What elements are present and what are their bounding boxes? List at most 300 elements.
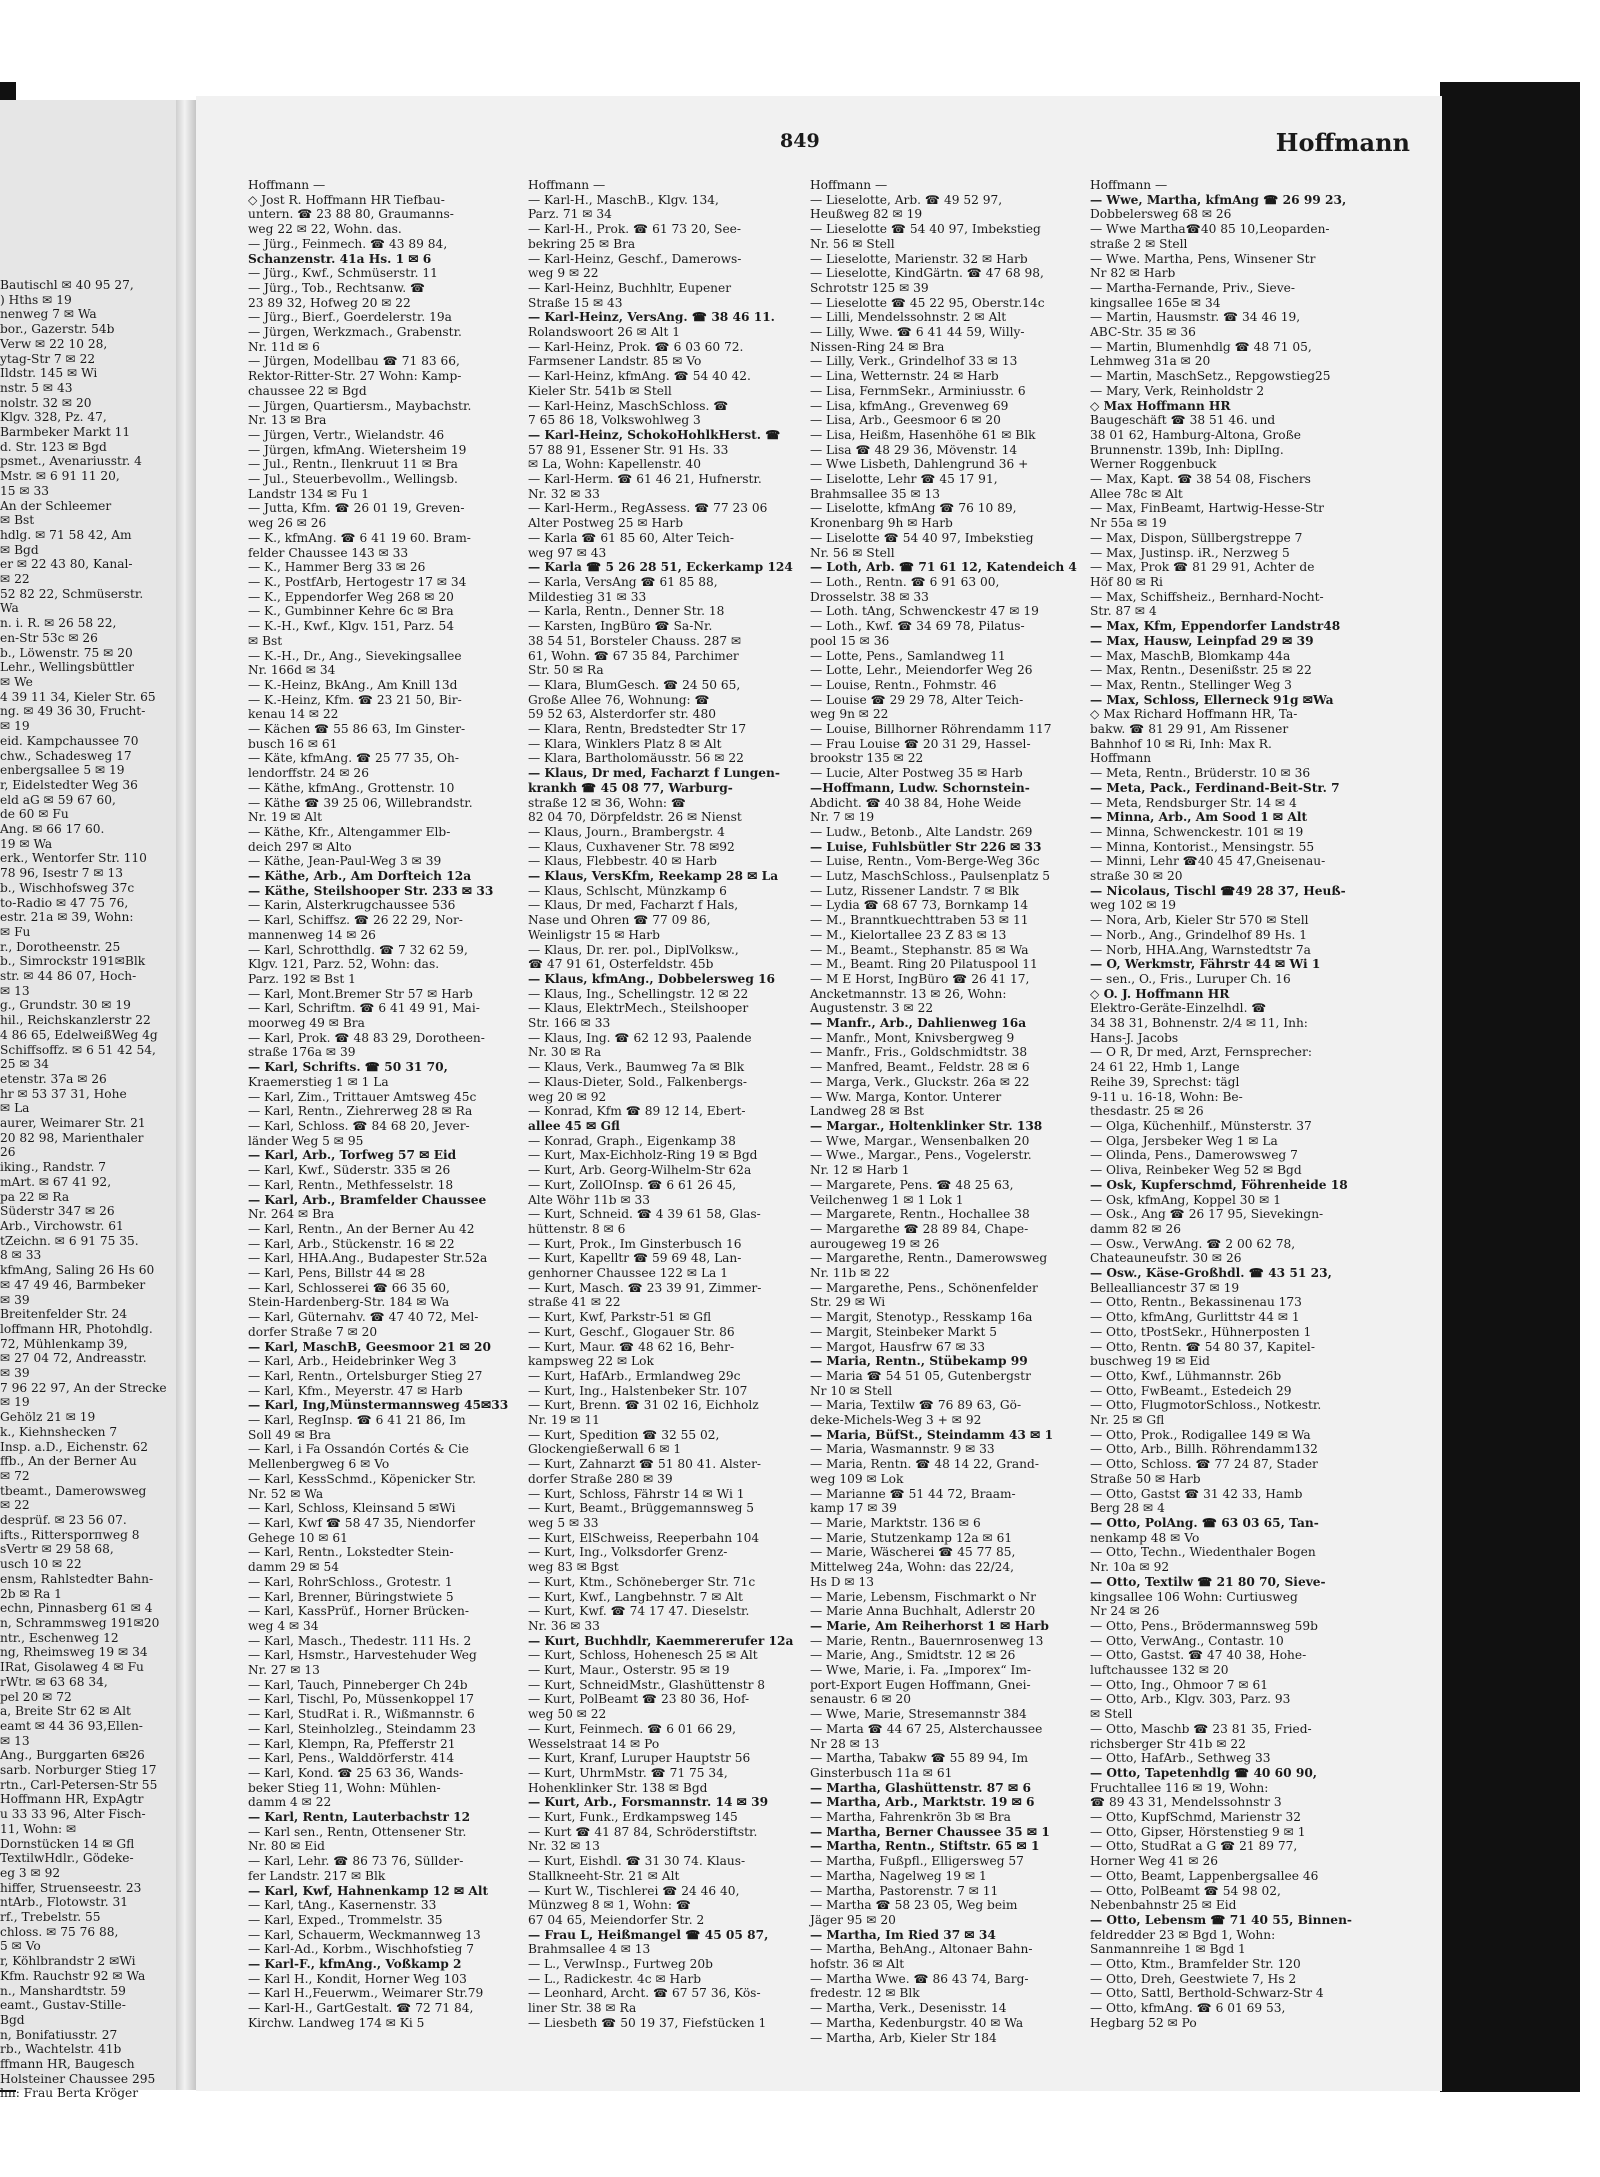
- directory-entry: Reihe 39, Sprechst: tägl: [1090, 1074, 1240, 1089]
- directory-entry: beker Stieg 11, Wohn: Mühlen-: [248, 1780, 441, 1795]
- directory-entry: ◇ Max Richard Hoffmann HR, Ta-: [1090, 707, 1298, 722]
- directory-entry: — Otto, FwBeamt., Estedeich 29: [1090, 1383, 1292, 1398]
- directory-entry: — Max, Prok ☎ 81 29 91, Achter de: [1090, 560, 1315, 575]
- directory-entry: Hohenklinker Str. 138 ✉ Bgd: [528, 1780, 708, 1795]
- directory-entry: Stein-Hardenberg-Str. 184 ✉ Wa: [248, 1295, 450, 1310]
- directory-entry: — Maria, BüfSt., Steindamm 43 ✉ 1: [810, 1427, 1054, 1442]
- directory-entry: — Ludw., Betonb., Alte Landstr. 269: [810, 824, 1033, 839]
- directory-entry: — Karl, Kond. ☎ 25 63 36, Wands-: [248, 1765, 464, 1780]
- previous-page-entry: 15 ✉ 33: [0, 483, 49, 498]
- directory-entry: — M E Horst, IngBüro ☎ 26 41 17,: [810, 971, 1030, 986]
- directory-entry: Kronenbarg 9h ✉ Harb: [810, 516, 953, 531]
- directory-entry: — Konrad, Kfm ☎ 89 12 14, Ebert-: [528, 1104, 746, 1119]
- previous-page-entry: Barmbeker Markt 11: [0, 425, 131, 440]
- directory-entry: Nr. 32 ✉ 33: [528, 486, 600, 501]
- previous-page-entry: b., Löwenstr. 75 ✉ 20: [0, 645, 133, 660]
- previous-page-entry: 7 96 22 97, An der Strecke: [0, 1380, 167, 1395]
- directory-entry: — Martha, Arb., Marktstr. 19 ✉ 6: [810, 1795, 1035, 1810]
- directory-entry: — Klara, BlumGesch. ☎ 24 50 65,: [528, 677, 741, 692]
- directory-entry: — Karl-Heinz, Geschf., Damerows-: [528, 251, 742, 266]
- directory-entry: Nr. 36 ✉ 33: [528, 1618, 600, 1633]
- previous-page-entry: 11, Wohn: ✉: [0, 1821, 77, 1836]
- directory-entry: — Karl, i Fa Ossandón Cortés & Cie: [248, 1442, 469, 1457]
- directory-entry: — Karl, Kwf ☎ 58 47 35, Niendorfer: [248, 1515, 476, 1530]
- directory-entry: — Lucie, Alter Postweg 35 ✉ Harb: [810, 766, 1023, 781]
- directory-entry: — Lisa, kfmAng., Grevenweg 69: [810, 398, 1009, 413]
- directory-entry: Nr. 19 ✉ 11: [528, 1413, 600, 1428]
- directory-entry: weg 97 ✉ 43: [528, 545, 607, 560]
- page-number: 849: [780, 130, 820, 152]
- directory-entry: — Max, Kfm, Eppendorfer Landstr48: [1090, 619, 1341, 634]
- directory-entry: Parz. 192 ✉ Bst 1: [248, 971, 356, 986]
- directory-entry: Veilchenweg 1 ✉ 1 Lok 1: [810, 1192, 964, 1207]
- directory-entry: Bahnhof 10 ✉ Ri, Inh: Max R.: [1090, 736, 1272, 751]
- directory-column-2: [528, 178, 820, 2048]
- previous-page-entry: ✉ Bst: [0, 513, 35, 528]
- directory-entry: straße 2 ✉ Stell: [1090, 236, 1188, 251]
- directory-entry: — Karl-Heinz, VersAng. ☎ 38 46 11.: [528, 310, 775, 325]
- previous-page-entry: en-Str 53c ✉ 26: [0, 630, 98, 645]
- directory-entry: weg 109 ✉ Lok: [810, 1471, 904, 1486]
- directory-entry: — Karl, KassPrüf., Horner Brücken-: [248, 1604, 469, 1619]
- previous-page-entry: ntr., Eschenweg 12: [0, 1630, 119, 1645]
- directory-entry: — Otto, Maschb ☎ 23 81 35, Fried-: [1090, 1721, 1312, 1736]
- previous-page-entry: psmet., Avenariusstr. 4: [0, 454, 142, 469]
- directory-entry: — Kurt, Kwf, Parkstr-51 ✉ Gfl: [528, 1310, 712, 1325]
- previous-page-entry: n., Manshardtstr. 59: [0, 1983, 126, 1998]
- previous-page-entry: 72, Mühlenkamp 39,: [0, 1336, 128, 1351]
- previous-page-entry: Insp. a.D., Eichenstr. 62: [0, 1439, 148, 1454]
- directory-entry: — Karl, Arb., Bramfelder Chaussee: [248, 1192, 487, 1207]
- directory-entry: weg 4 ✉ 34: [248, 1618, 319, 1633]
- directory-entry: feldredder 23 ✉ Bgd 1, Wohn:: [1090, 1927, 1276, 1942]
- directory-entry: — Lieselotte ☎ 45 22 95, Oberstr.14c: [810, 295, 1045, 310]
- directory-entry: Nr. 80 ✉ Eid: [248, 1839, 325, 1854]
- directory-entry: Allee 78c ✉ Alt: [1090, 486, 1183, 501]
- directory-entry: — Marie Anna Buchhalt, Adlerstr 20: [810, 1604, 1036, 1619]
- directory-entry: weg 9n ✉ 22: [810, 707, 889, 722]
- directory-entry: — Otto, kfmAng. ☎ 6 01 69 53,: [1090, 2001, 1286, 2016]
- directory-entry: — Maria, Textilw ☎ 76 89 63, Gö-: [810, 1398, 1022, 1413]
- directory-entry: —Hoffmann, Ludw. Schornstein-: [810, 780, 1030, 795]
- directory-entry: — Karl, Lehr. ☎ 86 73 76, Süllder-: [248, 1854, 464, 1869]
- directory-column-1: [248, 178, 540, 2048]
- directory-entry: — Otto, Beamt, Lappenbergsallee 46: [1090, 1868, 1319, 1883]
- previous-page-entry: d. Str. 123 ✉ Bgd: [0, 439, 107, 454]
- directory-entry: damm 82 ✉ 26: [1090, 1221, 1182, 1236]
- directory-entry: — Klara, Bartholomäusstr. 56 ✉ 22: [528, 751, 744, 766]
- directory-entry: — Maria, Wasmannstr. 9 ✉ 33: [810, 1442, 995, 1457]
- directory-entry: hofstr. 36 ✉ Alt: [810, 1957, 905, 1972]
- directory-entry: Kraemerstieg 1 ✉ 1 La: [248, 1074, 389, 1089]
- directory-entry: Alter Postweg 25 ✉ Harb: [528, 516, 684, 531]
- directory-entry: weg 22 ✉ 22, Wohn. das.: [248, 222, 402, 237]
- directory-entry: — Osk, kfmAng, Koppel 30 ✉ 1: [1090, 1192, 1282, 1207]
- directory-entry: Nr. 264 ✉ Bra: [248, 1207, 335, 1222]
- directory-entry: Straße 50 ✉ Harb: [1090, 1471, 1201, 1486]
- directory-entry: — Karl, Pens, Billstr 44 ✉ 28: [248, 1266, 426, 1281]
- previous-page-entry: r, Köhlbrandstr 2 ✉Wi: [0, 1954, 136, 1969]
- directory-entry: — Louise, Rentn., Fohmstr. 46: [810, 677, 997, 692]
- directory-entry: Nissen-Ring 24 ✉ Bra: [810, 339, 945, 354]
- directory-entry: — Osw., Käse-Großhdl. ☎ 43 51 23,: [1090, 1266, 1332, 1281]
- directory-entry: — Karl-H., GartGestalt. ☎ 72 71 84,: [248, 2001, 474, 2016]
- directory-entry: — K.-Heinz, Kfm. ☎ 23 21 50, Bir-: [248, 692, 462, 707]
- directory-entry: — Martin, Blumenhdlg ☎ 48 71 05,: [1090, 339, 1312, 354]
- directory-entry: — K., Eppendorfer Weg 268 ✉ 20: [248, 589, 454, 604]
- directory-entry: — Karl, Pens., Walddörferstr. 414: [248, 1751, 455, 1766]
- directory-entry: — Lieselotte, KindGärtn. ☎ 47 68 98,: [810, 266, 1044, 281]
- directory-entry: — Käthe, Jean-Paul-Weg 3 ✉ 39: [248, 854, 442, 869]
- directory-entry: — Kurt, Brenn. ☎ 31 02 16, Eichholz: [528, 1398, 759, 1413]
- previous-page-entry: pel 20 ✉ 72: [0, 1689, 72, 1704]
- previous-page-entry: n, Bonifatiusstr. 27: [0, 2027, 118, 2042]
- directory-entry: 23 89 32, Hofweg 20 ✉ 22: [248, 295, 411, 310]
- directory-entry: — Otto, Schloss. ☎ 77 24 87, Stader: [1090, 1457, 1318, 1472]
- directory-entry: — Karl, Rentn., Methfesselstr. 18: [248, 1177, 454, 1192]
- previous-page-entry: 52 82 22, Schmüserstr.: [0, 586, 144, 601]
- directory-entry: Kirchw. Landweg 174 ✉ Ki 5: [248, 2015, 425, 2030]
- directory-entry: — Kurt, Ing., Volksdorfer Grenz-: [528, 1545, 728, 1560]
- directory-entry: — Louise, Billhorner Röhrendamm 117: [810, 722, 1052, 737]
- directory-entry: — Karl, Hsmstr., Harvestehuder Weg: [248, 1648, 477, 1663]
- directory-entry: — Meta, Rentn., Brüderstr. 10 ✉ 36: [1090, 766, 1311, 781]
- previous-page-entry: Kfm. Rauchstr 92 ✉ Wa: [0, 1968, 146, 1983]
- directory-entry: — Kurt, ElSchweiss, Reeperbahn 104: [528, 1530, 760, 1545]
- directory-entry: Brunnenstr. 139b, Inh: DiplIng.: [1090, 442, 1284, 457]
- previous-page-entry: Ildstr. 145 ✉ Wi: [0, 366, 98, 381]
- directory-entry: — Margar., Holtenklinker Str. 138: [810, 1119, 1043, 1133]
- directory-entry: — Max, Kapt. ☎ 38 54 08, Fischers: [1090, 472, 1311, 487]
- directory-entry: ◇ Max Hoffmann HR: [1090, 398, 1231, 413]
- directory-entry: thesdastr. 25 ✉ 26: [1090, 1104, 1204, 1119]
- directory-entry: — L., VerwInsp., Furtweg 20b: [528, 1957, 713, 1972]
- directory-entry: bakw. ☎ 81 29 91, Am Rissener: [1090, 722, 1289, 737]
- directory-entry: — Karl, RohrSchloss., Grotestr. 1: [248, 1574, 453, 1589]
- directory-entry: Kieler Str. 541b ✉ Stell: [528, 383, 672, 398]
- directory-entry: — Liselotte ☎ 54 40 97, Imbekstieg: [810, 530, 1034, 545]
- directory-entry: — Klaus, VersKfm, Reekamp 28 ✉ La: [528, 869, 779, 884]
- directory-entry: — Jürgen, Quartiersm., Maybachstr.: [248, 398, 472, 413]
- directory-entry: — Marie, Ang., Smidtstr. 12 ✉ 26: [810, 1648, 1016, 1663]
- directory-entry: busch 16 ✉ 61: [248, 736, 338, 751]
- directory-entry: — Martha, BehAng., Altonaer Bahn-: [810, 1942, 1033, 1957]
- directory-entry: — Kächen ☎ 55 86 63, Im Ginster-: [248, 722, 466, 737]
- directory-entry: — Martha, Kedenburgstr. 40 ✉ Wa: [810, 2015, 1024, 2030]
- directory-entry: — Karl, HHA.Ang., Budapester Str.52a: [248, 1251, 488, 1266]
- directory-entry: chaussee 22 ✉ Bgd: [248, 383, 367, 398]
- directory-entry: — K., kfmAng. ☎ 6 41 19 60. Bram-: [248, 530, 471, 545]
- directory-entry: — Karl sen., Rentn, Ottensener Str.: [248, 1824, 467, 1839]
- directory-entry: — K.-H., Dr., Ang., Sievekingsallee: [248, 648, 462, 663]
- directory-entry: — Loth, Arb. ☎ 71 61 12, Katendeich 4: [810, 560, 1077, 575]
- directory-entry: — Olga, Jersbeker Weg 1 ✉ La: [1090, 1133, 1278, 1148]
- directory-entry: — Luise, Rentn., Vom-Berge-Weg 36c: [810, 854, 1040, 869]
- directory-entry: 34 38 31, Bohnenstr. 2/4 ✉ 11, Inh:: [1090, 1016, 1308, 1031]
- directory-entry: — Max, Justinsp. iR., Nerzweg 5: [1090, 545, 1290, 560]
- directory-entry: Nr. 13 ✉ Bra: [248, 413, 327, 428]
- previous-page-entry: Lehr., Wellingsbüttler: [0, 660, 134, 675]
- directory-entry: Chateauneufstr. 30 ✉ 26: [1090, 1251, 1242, 1266]
- previous-page-entry: rf., Trebelstr. 55: [0, 1910, 101, 1925]
- directory-entry: — Kurt, Ktm., Schöneberger Str. 71c: [528, 1574, 756, 1589]
- directory-entry: — Norb., Ang., Grindelhof 89 Hs. 1: [1090, 927, 1307, 942]
- directory-entry: aurougeweg 19 ✉ 26: [810, 1236, 940, 1251]
- directory-entry: — Jutta, Kfm. ☎ 26 01 19, Greven-: [248, 501, 465, 516]
- directory-entry: Nr. 32 ✉ 13: [528, 1839, 600, 1854]
- directory-entry: — Max, MaschB, Blomkamp 44a: [1090, 648, 1291, 663]
- previous-page-entry: 26: [0, 1145, 16, 1160]
- previous-page-entry: 4 86 65, EdelweißWeg 4g: [0, 1027, 158, 1042]
- previous-page-entry: ffb., An der Berner Au: [0, 1454, 137, 1469]
- directory-entry: Straße 15 ✉ 43: [528, 295, 623, 310]
- directory-entry: Nr. 7 ✉ 19: [810, 810, 875, 825]
- previous-page-entry: 8 ✉ 33: [0, 1248, 42, 1263]
- directory-entry: — Jürg., Feinmech. ☎ 43 89 84,: [248, 236, 448, 251]
- directory-entry: Werner Roggenbuck: [1090, 457, 1217, 472]
- directory-entry: — K., PostfArb, Hertogestr 17 ✉ 34: [248, 574, 467, 589]
- directory-entry: Belleallianсestr 37 ✉ 19: [1090, 1280, 1240, 1295]
- directory-entry: dorfer Straße 7 ✉ 20: [248, 1324, 378, 1339]
- previous-page-entry: ✉ Fu: [0, 924, 31, 939]
- directory-entry: Horner Weg 41 ✉ 26: [1090, 1854, 1218, 1869]
- directory-entry: — Martin, Hausmstr. ☎ 34 46 19,: [1090, 310, 1301, 325]
- directory-entry: — Maria ☎ 54 51 05, Gutenbergstr: [810, 1368, 1031, 1383]
- previous-page-entry: 78 96, Isestr 7 ✉ 13: [0, 866, 123, 881]
- previous-page-entry: ✉ 39: [0, 1366, 30, 1381]
- directory-entry: Str. 29 ✉ Wi: [810, 1295, 886, 1310]
- previous-page-entry: r, Eidelstedter Weg 36: [0, 777, 138, 792]
- directory-entry: Hs D ✉ 13: [810, 1574, 874, 1589]
- previous-page-entry: er ✉ 22 43 80, Kanal-: [0, 557, 133, 572]
- directory-entry: — Wwe, Martha, kfmAng ☎ 26 99 23,: [1090, 192, 1347, 207]
- directory-entry: — Karl-Heinz, kfmAng. ☎ 54 40 42.: [528, 369, 751, 384]
- directory-entry: ✉ Bst: [248, 633, 283, 648]
- directory-entry: dorfer Straße 280 ✉ 39: [528, 1471, 673, 1486]
- directory-entry: — Martha ☎ 58 23 05, Weg beim: [810, 1898, 1018, 1913]
- directory-entry: — Kurt, ZollOInsp. ☎ 6 61 26 45,: [528, 1177, 737, 1192]
- directory-entry: Gehege 10 ✉ 61: [248, 1530, 348, 1545]
- directory-entry: — Karl, Rentn, Lauterbachstr 12: [248, 1810, 471, 1825]
- directory-entry: Nr 24 ✉ 26: [1090, 1604, 1160, 1619]
- directory-entry: — Louise ☎ 29 29 78, Alter Teich-: [810, 692, 1024, 707]
- directory-entry: — Karl-Herm., RegAssess. ☎ 77 23 06: [528, 501, 768, 516]
- directory-entry: Dobbelersweg 68 ✉ 26: [1090, 207, 1232, 222]
- directory-entry: — Kurt ☎ 41 87 84, Schröderstiftstr.: [528, 1824, 758, 1839]
- directory-entry: — Kurt, PolBeamt ☎ 23 80 36, Hof-: [528, 1692, 750, 1707]
- directory-entry: — Karl-Heinz, MaschSchloss. ☎: [528, 398, 729, 413]
- directory-entry: — Norb, HHA.Ang, Warnstedtstr 7a: [1090, 942, 1311, 957]
- directory-entry: damm 4 ✉ 22: [248, 1795, 332, 1810]
- directory-entry: — Minna, Kontorist., Mensingstr. 55: [1090, 839, 1315, 854]
- directory-entry: — Otto, PolBeamt ☎ 54 98 02,: [1090, 1883, 1281, 1898]
- directory-entry: 38 01 62, Hamburg-Altona, Große: [1090, 427, 1301, 442]
- directory-entry: Str. 87 ✉ 4: [1090, 604, 1157, 619]
- directory-entry: — Karl, Schrotthdlg. ☎ 7 32 62 59,: [248, 942, 468, 957]
- previous-page-entry: kfmAng, Saling 26 Hs 60: [0, 1263, 155, 1278]
- previous-page-entry: desprüf. ✉ 23 56 07.: [0, 1513, 127, 1528]
- directory-entry: — Karla ☎ 61 85 60, Alter Teich-: [528, 530, 734, 545]
- directory-entry: — Otto, StudRat a G ☎ 21 89 77,: [1090, 1839, 1298, 1854]
- directory-entry: kenau 14 ✉ 22: [248, 707, 339, 722]
- directory-entry: weg 50 ✉ 22: [528, 1707, 607, 1722]
- directory-entry: moorweg 49 ✉ Bra: [248, 1016, 365, 1031]
- directory-entry: — Jul., Steuerbevollm., Wellingsb.: [248, 472, 458, 487]
- previous-page-entry: n. i. R. ✉ 26 58 22,: [0, 616, 117, 631]
- directory-entry: felder Chaussee 143 ✉ 33: [248, 545, 409, 560]
- directory-entry: — O R, Dr med, Arzt, Fernsprecher:: [1090, 1045, 1312, 1060]
- directory-entry: Hoffmann —: [528, 178, 606, 192]
- directory-entry: — Martha, Berner Chaussee 35 ✉ 1: [810, 1824, 1050, 1839]
- previous-page-entry: eg 3 ✉ 92: [0, 1865, 61, 1880]
- previous-page-entry: TextilwHdlr., Gödeke-: [0, 1851, 134, 1866]
- directory-entry: — Käthe, Arb., Am Dorfteich 12a: [248, 869, 472, 884]
- directory-entry: — Otto, HafArb., Sethweg 33: [1090, 1751, 1271, 1766]
- directory-entry: deich 297 ✉ Alto: [248, 839, 352, 854]
- directory-column-3: [810, 178, 1102, 2048]
- directory-entry: — Karl, Schloss, Kleinsand 5 ✉Wi: [248, 1501, 456, 1516]
- directory-entry: Brahmsallee 35 ✉ 13: [810, 486, 941, 501]
- directory-entry: — Karl, KessSchmd., Köpenicker Str.: [248, 1471, 477, 1486]
- directory-entry: — Karl, Ing,Münstermannsweg 45✉33: [248, 1398, 509, 1413]
- directory-entry: — Otto, Sattl, Berthold-Schwarz-Str 4: [1090, 1986, 1324, 2001]
- directory-entry: — Klara, Rentn, Bredstedter Str 17: [528, 722, 747, 737]
- directory-entry: Nr 10 ✉ Stell: [810, 1383, 893, 1398]
- directory-entry: — Frau L, Heißmangel ☎ 45 05 87,: [528, 1927, 769, 1942]
- previous-page-entry: Bautischl ✉ 40 95 27,: [0, 278, 134, 292]
- previous-page-entry: Arb., Virchowstr. 61: [0, 1219, 124, 1233]
- directory-entry: Hoffmann: [1090, 751, 1152, 766]
- previous-page-entry: nstr. 5 ✉ 43: [0, 380, 73, 395]
- directory-entry: — Wwe, Marie, Stresemannstr 384: [810, 1707, 1027, 1722]
- directory-entry: Jäger 95 ✉ 20: [810, 1912, 896, 1927]
- previous-page-entry: Ang. ✉ 66 17 60.: [0, 822, 105, 837]
- directory-entry: — Otto, Pens., Brödermannsweg 59b: [1090, 1618, 1318, 1633]
- directory-entry: Glockengießerwall 6 ✉ 1: [528, 1442, 682, 1457]
- previous-page-entry: n, Schrammsweg 191✉20: [0, 1615, 160, 1630]
- directory-entry: — Nicolaus, Tischl ☎49 28 37, Heuß-: [1090, 883, 1346, 898]
- directory-entry: lendorffstr. 24 ✉ 26: [248, 766, 369, 781]
- directory-entry: — Lutz, Rissener Landstr. 7 ✉ Blk: [810, 883, 1019, 898]
- previous-page-entry: rb., Wachtelstr. 41b: [0, 2042, 122, 2057]
- directory-entry: 38 54 51, Borsteler Chauss. 287 ✉: [528, 633, 742, 648]
- directory-entry: Klgv. 121, Parz. 52, Wohn: das.: [248, 957, 440, 972]
- directory-entry: Stallkneeht-Str. 21 ✉ Alt: [528, 1868, 680, 1883]
- previous-page-entry: ✉ Bgd: [0, 542, 39, 557]
- previous-page-entry: ytag-Str 7 ✉ 22: [0, 351, 96, 366]
- directory-entry: ☎ 89 43 31, Mendelssohnstr 3: [1090, 1795, 1282, 1810]
- directory-entry: untern. ☎ 23 88 80, Graumanns-: [248, 207, 454, 222]
- directory-entry: — Wwe Lisbeth, Dahlengrund 36 +: [810, 457, 1029, 472]
- directory-entry: allee 45 ✉ Gfl: [528, 1119, 620, 1133]
- directory-entry: — K., Hammer Berg 33 ✉ 26: [248, 560, 426, 575]
- directory-entry: — Martha-Fernande, Priv., Sieve-: [1090, 280, 1295, 295]
- previous-page-entry: 20 82 98, Marienthaler: [0, 1130, 144, 1145]
- previous-page-entry: a, Breite Str 62 ✉ Alt: [0, 1704, 131, 1719]
- directory-entry: — Klaus, Verk., Baumweg 7a ✉ Blk: [528, 1060, 745, 1075]
- directory-entry: — Klaus, Dr med, Facharzt f Lungen-: [528, 766, 780, 781]
- directory-entry: — Leonhard, Archt. ☎ 67 57 36, Kös-: [528, 1986, 761, 2001]
- directory-entry: — Wwe. Martha, Pens, Winsener Str: [1090, 251, 1316, 266]
- directory-entry: — Marta ☎ 44 67 25, Alsterchaussee: [810, 1721, 1043, 1736]
- directory-entry: — Meta, Pack., Ferdinand-Beit-Str. 7: [1090, 780, 1340, 795]
- previous-page-entry: estr. 21a ✉ 39, Wohn:: [0, 910, 134, 925]
- previous-page-entry: ffmann HR, Baugesch: [0, 2057, 135, 2072]
- previous-page-entry: echn, Pinnasberg 61 ✉ 4: [0, 1601, 153, 1616]
- directory-entry: Nebenbahnstr 25 ✉ Eid: [1090, 1898, 1237, 1913]
- previous-page-entry: ensm, Rahlstedter Bahn-: [0, 1571, 154, 1586]
- directory-entry: — Osk, Kupferschmd, Föhrenheide 18: [1090, 1177, 1348, 1192]
- previous-page-edge: [0, 100, 193, 2101]
- directory-entry: — Karl, Rentn., Lokstedter Stein-: [248, 1545, 454, 1560]
- previous-page-entry: eamt., Gustav-Stille-: [0, 1998, 126, 2013]
- directory-entry: — Kurt, Arb. Georg-Wilhelm-Str 62a: [528, 1163, 752, 1178]
- directory-entry: — Otto, Tapetenhdlg ☎ 40 60 90,: [1090, 1765, 1318, 1780]
- previous-page-entry: 19 ✉ Wa: [0, 836, 53, 851]
- directory-entry: — Kurt, Maur. ☎ 48 62 16, Behr-: [528, 1339, 735, 1354]
- directory-entry: — Lisa, Heißm, Hasenhöhe 61 ✉ Blk: [810, 427, 1036, 442]
- running-head: Hoffmann: [1275, 128, 1410, 157]
- directory-entry: — Kurt, Buchhdlr, Kaemmererufer 12a: [528, 1633, 794, 1648]
- previous-page-entry: ✉ 27 04 72, Andreasstr.: [0, 1351, 147, 1366]
- directory-entry: Drosselstr. 38 ✉ 33: [810, 589, 929, 604]
- directory-entry: — Karl, Schloss. ☎ 84 68 20, Jever-: [248, 1119, 470, 1133]
- directory-entry: — Karl, Schauerm, Weckmannweg 13: [248, 1927, 481, 1942]
- directory-entry: — Karl, Brenner, Büringstwiete 5: [248, 1589, 454, 1604]
- directory-entry: — Martha, Fußpfl., Elligersweg 57: [810, 1854, 1024, 1869]
- directory-entry: genhorner Chaussee 122 ✉ La 1: [528, 1266, 728, 1281]
- directory-entry: — Max, Hausw, Leinpfad 29 ✉ 39: [1090, 633, 1314, 648]
- directory-entry: — Mary, Verk, Reinholdstr 2: [1090, 383, 1265, 398]
- book-spine: [176, 100, 198, 2090]
- directory-entry: — Karl H., Kondit, Horner Weg 103: [248, 1971, 467, 1986]
- directory-entry: Weinligstr 15 ✉ Harb: [528, 927, 660, 942]
- directory-entry: — Karl, Arb., Torfweg 57 ✉ Eid: [248, 1148, 457, 1163]
- directory-entry: — M., Kielortallee 23 Z 83 ✉ 13: [810, 927, 1007, 942]
- directory-entry: luftchaussee 132 ✉ 20: [1090, 1663, 1229, 1678]
- directory-entry: Rektor-Ritter-Str. 27 Wohn: Kamp-: [248, 369, 462, 384]
- directory-entry: — Margarethe ☎ 28 89 84, Chape-: [810, 1221, 1029, 1236]
- directory-entry: — Martha, Glashüttenstr. 87 ✉ 6: [810, 1780, 1031, 1795]
- previous-page-entry: usch 10 ✉ 22: [0, 1557, 82, 1572]
- directory-entry: kingsallee 165e ✉ 34: [1090, 295, 1221, 310]
- directory-entry: damm 29 ✉ 54: [248, 1560, 340, 1575]
- directory-entry: Nr. 30 ✉ Ra: [528, 1045, 602, 1060]
- directory-entry: — Karl, Rentn., An der Berner Au 42: [248, 1221, 475, 1236]
- directory-entry: — Kurt, UhrmMstr. ☎ 71 75 34,: [528, 1765, 728, 1780]
- previous-page-entry: hil., Reichskanzlerstr 22: [0, 1013, 151, 1028]
- directory-entry: — Margot, Hausfrw 67 ✉ 33: [810, 1339, 986, 1354]
- directory-entry: — Kurt, Schneid. ☎ 4 39 61 58, Glas-: [528, 1207, 761, 1222]
- directory-entry: — Kurt, Masch. ☎ 23 39 91, Zimmer-: [528, 1280, 762, 1295]
- directory-entry: — Kurt, Ing., Halstenbeker Str. 107: [528, 1383, 748, 1398]
- directory-entry: — Kurt, Geschf., Glogauer Str. 86: [528, 1324, 735, 1339]
- directory-entry: — Karl-Heinz, SchokoHohlkHerst. ☎: [528, 427, 781, 442]
- previous-page-entry: Ang., Burggarten 6✉26: [0, 1748, 145, 1763]
- directory-entry: Nr. 11b ✉ 22: [810, 1266, 890, 1281]
- directory-entry: — Karla, Rentn., Denner Str. 18: [528, 604, 725, 619]
- directory-entry: buschweg 19 ✉ Eid: [1090, 1354, 1210, 1369]
- directory-entry: Berg 28 ✉ 4: [1090, 1501, 1165, 1516]
- directory-entry: — Karl-Heinz, Buchhltr, Eupener: [528, 280, 732, 295]
- directory-entry: — Karl-F., kfmAng., Voßkamp 2: [248, 1957, 462, 1972]
- directory-entry: Höf 80 ✉ Ri: [1090, 574, 1163, 589]
- directory-entry: Abdicht. ☎ 40 38 84, Hohe Weide: [810, 795, 1022, 810]
- directory-entry: Alte Wöhr 11b ✉ 33: [528, 1192, 651, 1207]
- directory-entry: — Otto, Gastst. ☎ 47 40 38, Hohe-: [1090, 1648, 1307, 1663]
- directory-entry: — Karl, Arb., Heidebrinker Weg 3: [248, 1354, 457, 1369]
- directory-entry: weg 5 ✉ 33: [528, 1515, 599, 1530]
